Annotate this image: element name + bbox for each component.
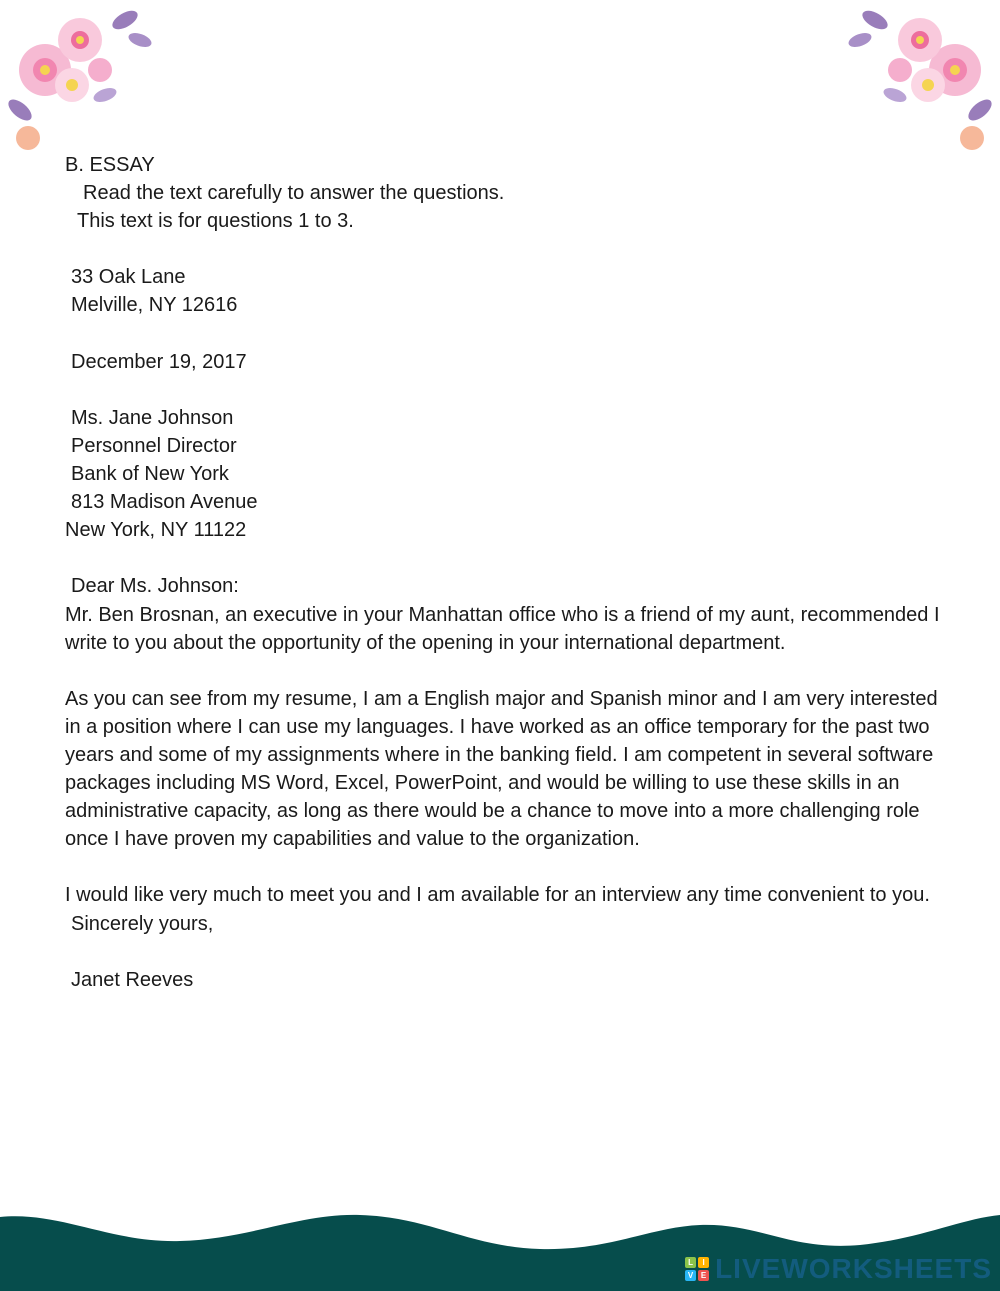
instruction-text: Read the text carefully to answer the questions. — [83, 182, 505, 205]
recipient-city: New York, NY 11122 — [65, 519, 247, 542]
body-paragraph-3: I would like very much to meet you and I am available for an interview any time convenient to you. — [65, 884, 930, 907]
section-heading: B. ESSAY — [65, 154, 155, 176]
liveworksheets-logo — [685, 1257, 709, 1281]
salutation: Dear Ms. Johnson: — [71, 575, 239, 598]
sender-address-line-2: Melville, NY 12616 — [71, 294, 238, 317]
logo-letter: L — [685, 1257, 696, 1268]
recipient-title: Personnel Director — [71, 434, 237, 457]
recipient-street: 813 Madison Avenue — [71, 491, 258, 514]
floral-decoration-left — [0, 0, 170, 165]
questions-note: This text is for questions 1 to 3. — [77, 210, 354, 233]
signature: Janet Reeves — [71, 968, 194, 991]
logo-letter: E — [698, 1270, 709, 1281]
brand-name: LIVEWORKSHEETS — [715, 1253, 992, 1284]
body-paragraph-2: As you can see from my resume, I am a English major and Spanish minor and I am very interested in a position where I can use my languages. I have worked as an office temporary for the past two years and some of my assignments where in the banking field. I am competent in several software packages including MS Word, Excel, PowerPoint, and would be willing to use these skills in an administrative capacity, as long as there would be a chance to move into a more challenging role once I have proven my capabilities and value to the organization. — [65, 687, 938, 851]
letter-date: December 19, 2017 — [71, 350, 247, 373]
floral-decoration-right — [830, 0, 1000, 165]
logo-letter: V — [685, 1270, 696, 1281]
worksheet-content — [65, 151, 955, 994]
recipient-company: Bank of New York — [71, 463, 229, 486]
recipient-name: Ms. Jane Johnson — [71, 406, 234, 429]
body-paragraph-1: Mr. Ben Brosnan, an executive in your Manhattan office who is a friend of my aunt, recommended I write to you about the opportunity of the opening in your international department. — [65, 603, 940, 654]
logo-letter: I — [698, 1257, 709, 1268]
closing: Sincerely yours, — [71, 912, 214, 935]
sender-address-line-1: 33 Oak Lane — [71, 266, 186, 289]
liveworksheets-brand — [685, 1253, 992, 1285]
